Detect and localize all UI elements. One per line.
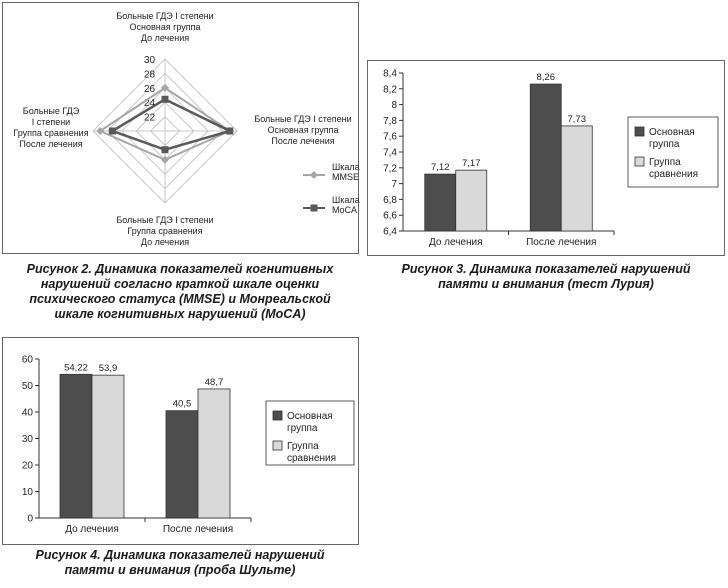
- radar-tick-label: 28: [144, 69, 156, 81]
- radar-tick-label: 24: [144, 98, 156, 110]
- caption-line: нарушений согласно краткой шкале оценки: [40, 277, 320, 291]
- y-tick-label: 8: [391, 100, 397, 112]
- radar-axis-label: Группа сравнения: [127, 226, 203, 236]
- y-tick-label: 0: [27, 513, 33, 525]
- radar-tick-label: 30: [144, 55, 156, 66]
- legend-label: Шкала: [332, 195, 360, 205]
- y-tick-label: 20: [21, 460, 33, 472]
- y-tick-label: 6,4: [383, 226, 397, 238]
- x-category-label: После лечения: [162, 524, 234, 535]
- bar: [198, 389, 230, 518]
- radar-axis-label: Группа сравнения: [13, 128, 89, 138]
- radar-point: [162, 96, 169, 103]
- legend-swatch: [273, 411, 282, 420]
- y-tick-label: 60: [21, 354, 33, 366]
- legend-label: группа: [649, 139, 680, 150]
- legend-marker: [311, 205, 318, 212]
- schulte-chart-panel: [2, 337, 359, 545]
- legend-swatch: [635, 127, 644, 136]
- y-tick-label: 6,8: [383, 194, 397, 206]
- figure-4-caption: [4, 548, 356, 578]
- radar-chart: [3, 3, 360, 255]
- luria-bar-chart: [368, 61, 726, 257]
- radar-axis-label: I степени: [31, 117, 71, 127]
- bar: [166, 411, 198, 518]
- legend-label: MMSE: [332, 172, 359, 182]
- radar-axis-label: Больные ГДЭ I степени: [254, 114, 352, 124]
- caption-line: Рисунок 4. Динамика показателей нарушений: [35, 548, 325, 562]
- bar: [561, 126, 592, 231]
- bar-value-label: 8,26: [536, 72, 555, 84]
- legend-label: MoCA: [332, 205, 358, 215]
- radar-axis-label: До лечения: [140, 33, 190, 43]
- y-tick-label: 7,2: [383, 163, 397, 175]
- bar-value-label: 40,5: [172, 398, 192, 410]
- bar: [92, 375, 124, 518]
- legend-label: Основная: [287, 411, 333, 422]
- legend-label: Группа: [649, 157, 681, 168]
- caption-line: Рисунок 2. Динамика показателей когнитивных: [26, 262, 334, 276]
- bar-value-label: 48,7: [204, 376, 224, 388]
- y-tick-label: 7,6: [383, 131, 397, 143]
- y-tick-label: 10: [21, 487, 33, 498]
- legend-label: Шкала: [332, 162, 360, 172]
- bar: [456, 170, 487, 231]
- y-tick-label: 7: [391, 179, 397, 191]
- legend-label: Основная: [649, 127, 695, 138]
- y-tick-label: 30: [21, 434, 33, 445]
- radar-axis-label: После лечения: [271, 136, 335, 146]
- caption-line: психического статуса (MMSE) и Монреальской: [29, 292, 331, 306]
- radar-chart-panel: [2, 2, 359, 254]
- y-tick-label: 40: [21, 407, 33, 419]
- radar-axis-label: После лечения: [19, 139, 83, 149]
- legend-swatch: [273, 441, 282, 450]
- radar-point: [109, 128, 116, 135]
- caption-line: шкале когнитивных нарушений (MoCA): [54, 307, 306, 321]
- caption-line: памяти и внимания (проба Шульте): [64, 563, 296, 577]
- bar-value-label: 7,17: [462, 158, 481, 170]
- radar-axis-label: Больные ГДЭ I степени: [116, 215, 214, 225]
- caption-line: Рисунок 3. Динамика показателей нарушений: [401, 262, 691, 276]
- y-tick-label: 6,6: [383, 210, 397, 222]
- figure-3-caption: [367, 262, 725, 292]
- bar: [530, 84, 561, 231]
- y-tick-label: 8,4: [383, 68, 397, 80]
- radar-axis-label: До лечения: [140, 237, 190, 247]
- legend-label: группа: [287, 423, 318, 434]
- radar-axis-label: Основная группа: [267, 125, 339, 135]
- radar-point: [162, 146, 169, 153]
- bar: [425, 174, 456, 231]
- radar-tick-label: 26: [144, 83, 156, 95]
- legend-marker: [310, 171, 318, 179]
- luria-chart-panel: [367, 60, 725, 256]
- x-category-label: До лечения: [65, 524, 119, 535]
- radar-axis-label: Больные ГДЭ: [22, 106, 80, 116]
- y-tick-label: 7,4: [383, 147, 397, 159]
- schulte-bar-chart: [3, 338, 360, 546]
- x-category-label: После лечения: [526, 237, 597, 248]
- bar-value-label: 53,9: [98, 363, 118, 375]
- legend-label: сравнения: [287, 453, 337, 464]
- y-tick-label: 8,2: [383, 84, 397, 96]
- legend-label: сравнения: [649, 169, 699, 180]
- radar-axis-label: Основная группа: [129, 22, 201, 32]
- bar: [60, 374, 92, 518]
- legend-label: Группа: [287, 441, 319, 452]
- radar-axis-label: Больные ГДЭ I степени: [116, 11, 214, 21]
- radar-point: [226, 128, 233, 135]
- bar-value-label: 7,12: [431, 162, 450, 174]
- y-tick-label: 7,8: [383, 115, 397, 127]
- radar-tick-label: 22: [144, 112, 156, 124]
- x-category-label: До лечения: [428, 237, 483, 248]
- caption-line: памяти и внимания (тест Лурия): [438, 277, 654, 291]
- bar-value-label: 7,73: [567, 113, 586, 125]
- figure-2-caption: [4, 262, 356, 322]
- legend-swatch: [635, 157, 644, 166]
- y-tick-label: 50: [21, 381, 33, 392]
- bar-value-label: 54,22: [64, 362, 88, 374]
